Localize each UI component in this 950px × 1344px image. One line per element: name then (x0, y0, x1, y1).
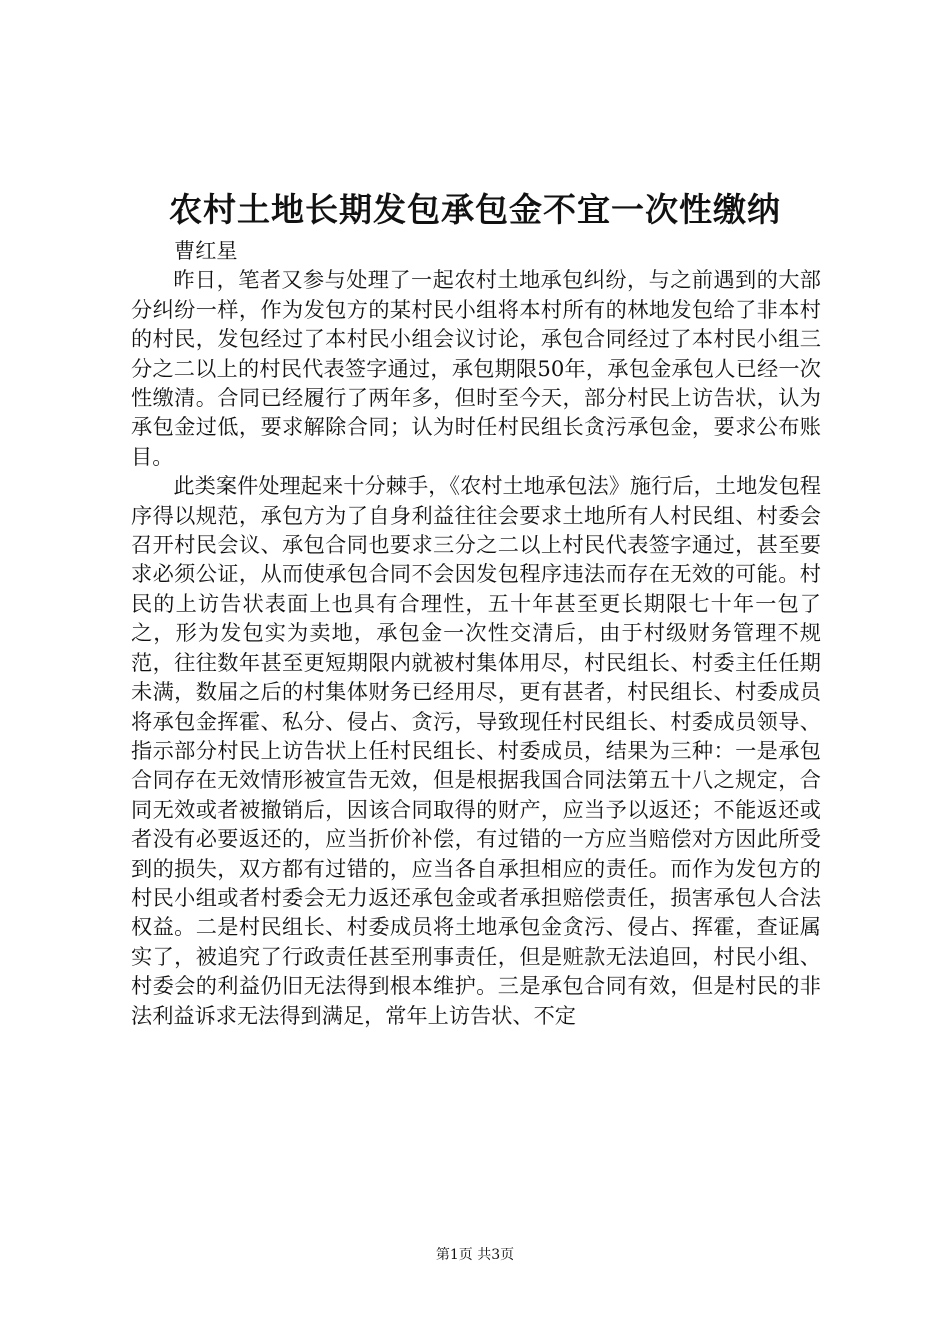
paragraph-1: 昨日，笔者又参与处理了一起农村土地承包纠纷，与之前遇到的大部分纠纷一样，作为发包方的某村民小组将本村所有的林地发包给了非本村的村民，发包经过了本村民小组会议讨论，承包合同经过了本村民小组三分之二以上的村民代表签字通过，承包期限50年，承包金承包人已经一次性缴清。合同已经履行了两年多，但时至今天，部分村民上访告状，认为承包金过低，要求解除合同；认为时任村民组长贪污承包金，要求公布账目。 (131, 267, 821, 469)
document-body (131, 236, 821, 1030)
paragraph-2: 此类案件处理起来十分棘手，《农村土地承包法》施行后，土地发包程序得以规范，承包方为了自身利益往往会要求土地所有人村民组、村委会召开村民会议、承包合同也要求三分之二以上村民代表签字通过，甚至要求必须公证，从而使承包合同不会因发包程序违法而存在无效的可能。村民的上访告状表面上也具有合理性，五十年甚至更长期限七十年一包了之，形为发包实为卖地，承包金一次性交清后，由于村级财务管理不规范，往往数年甚至更短期限内就被村集体用尽，村民组长、村委主任任期未满，数届之后的村集体财务已经用尽，更有甚者，村民组长、村委成员将承包金挥霍、私分、侵占、贪污，导致现任村民组长、村委成员领导、指示部分村民上访告状上任村民组长、村委成员，结果为三种：一是承包合同存在无效情形被宣告无效，但是根据我国合同法第五十八之规定，合同无效或者被撤销后，因该合同取得的财产，应当予以返还；不能返还或者没有必要返还的，应当折价补偿，有过错的一方应当赔偿对方因此所受到的损失，双方都有过错的，应当各自承担相应的责任。而作为发包方的村民小组或者村委会无力返还承包金或者承担赔偿责任，损害承包人合法权益。二是村民组长、村委成员将土地承包金贪污、侵占、挥霍，查证属实了，被追究了行政责任甚至刑事责任，但是赃款无法追回，村民小组、村委会的利益仍旧无法得到根本维护。三是承包合同有效，但是村民的非法利益诉求无法得到满足，常年上访告状、不定 (131, 473, 821, 1028)
author-name: 曹红星 (174, 238, 238, 263)
page-footer: 第1页 共3页 (435, 1247, 515, 1263)
document-title: 农村土地长期发包承包金不宜一次性缴纳 (169, 190, 781, 229)
